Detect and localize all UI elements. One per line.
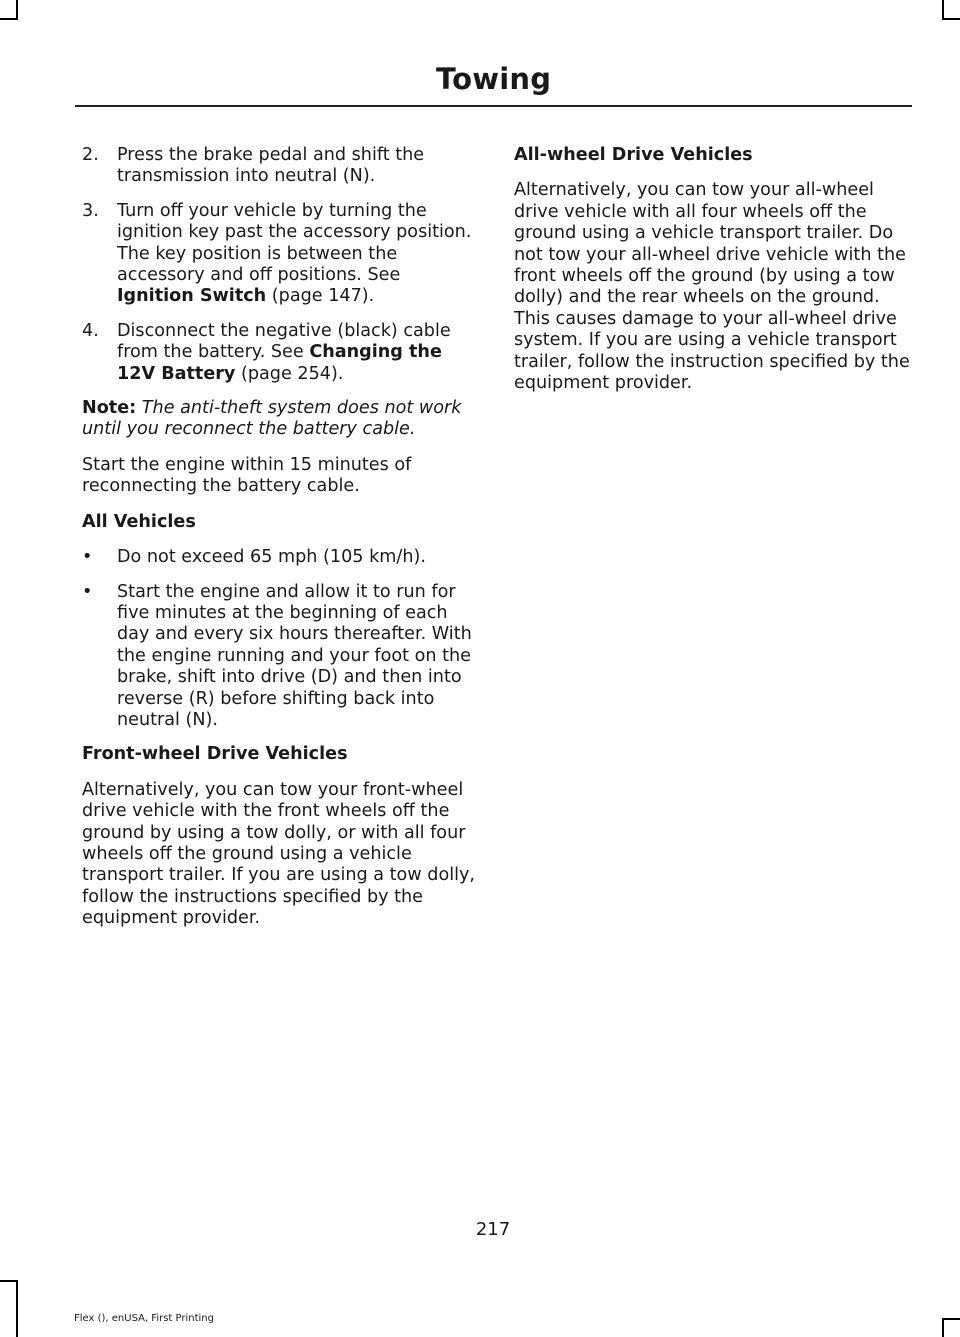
paragraph: Start the engine within 15 minutes of reconnecting the battery cable.	[82, 454, 412, 497]
crop-mark	[942, 1318, 944, 1337]
list-item	[82, 201, 482, 308]
bullet-icon: •	[82, 547, 93, 568]
bullet-item	[82, 547, 482, 568]
crop-mark	[942, 0, 944, 18]
crop-mark	[0, 18, 18, 20]
list-text: Press the brake pedal and shift the transmission into neutral (N).	[117, 145, 425, 187]
list-item	[82, 321, 482, 385]
crop-mark	[16, 0, 18, 18]
crop-mark	[942, 18, 960, 20]
list-number: 3.	[82, 200, 99, 221]
section-heading: All-wheel Drive Vehicles	[514, 145, 753, 165]
section-heading: All Vehicles	[82, 511, 196, 532]
cross-reference-link[interactable]: Changing the 12V Battery	[117, 342, 442, 384]
page-title: Towing	[436, 62, 552, 96]
crop-mark	[942, 1318, 960, 1320]
note-text: The anti-theft system does not work until you reconnect the battery cable.	[82, 398, 462, 440]
paragraph: Alternatively, you can tow your all-wheel drive vehicle with all four wheels off the ground using a vehicle transport trailer. Do not tow your all-wheel drive vehicle with the front wheels off the ground (by using a tow dolly) and the rear wheels on the ground. This causes damage to your all-wheel drive system. If you are using a vehicle transport trailer, follow the instruction specified by the equipment provider.	[514, 180, 910, 394]
bullet-item	[82, 582, 482, 732]
left-column	[82, 145, 482, 944]
page-number: 217	[475, 1219, 511, 1240]
bullet-text: Do not exceed 65 mph (105 km/h).	[117, 547, 426, 568]
bullet-icon: •	[82, 581, 93, 602]
header-rule	[75, 105, 912, 107]
page-reference: (page 147).	[266, 286, 375, 307]
note	[82, 398, 482, 441]
crop-mark	[0, 1280, 18, 1282]
footer-text: Flex (), enUSA, First Printing	[74, 1313, 214, 1324]
right-column	[514, 145, 914, 408]
page-reference: (page 254).	[235, 363, 344, 384]
list-text: Disconnect the negative (black) cable from the battery. See	[117, 320, 451, 363]
cross-reference-link[interactable]: Ignition Switch	[117, 286, 267, 307]
note-label: Note:	[82, 398, 137, 419]
list-text: Turn off your vehicle by turning the ignition key past the accessory position. The key position is between the accessory and off positions. See	[117, 200, 472, 286]
list-number: 2.	[82, 145, 99, 165]
section-heading: Front-wheel Drive Vehicles	[82, 744, 348, 765]
crop-mark	[16, 1280, 18, 1337]
list-number: 4.	[82, 320, 99, 341]
list-item	[82, 145, 482, 188]
paragraph: Alternatively, you can tow your front-wheel drive vehicle with the front wheels off the ground by using a tow dolly, or with all four wheels off the ground using a vehicle transport trailer. If you are using a tow dolly, follow the instructions specified by the equipment provider.	[82, 779, 475, 929]
bullet-text: Start the engine and allow it to run for five minutes at the beginning of each day and every six hours thereafter. With the engine running and your foot on the brake, shift into drive (D) and then into reverse (R) before shifting back into neutral (N).	[117, 581, 472, 730]
